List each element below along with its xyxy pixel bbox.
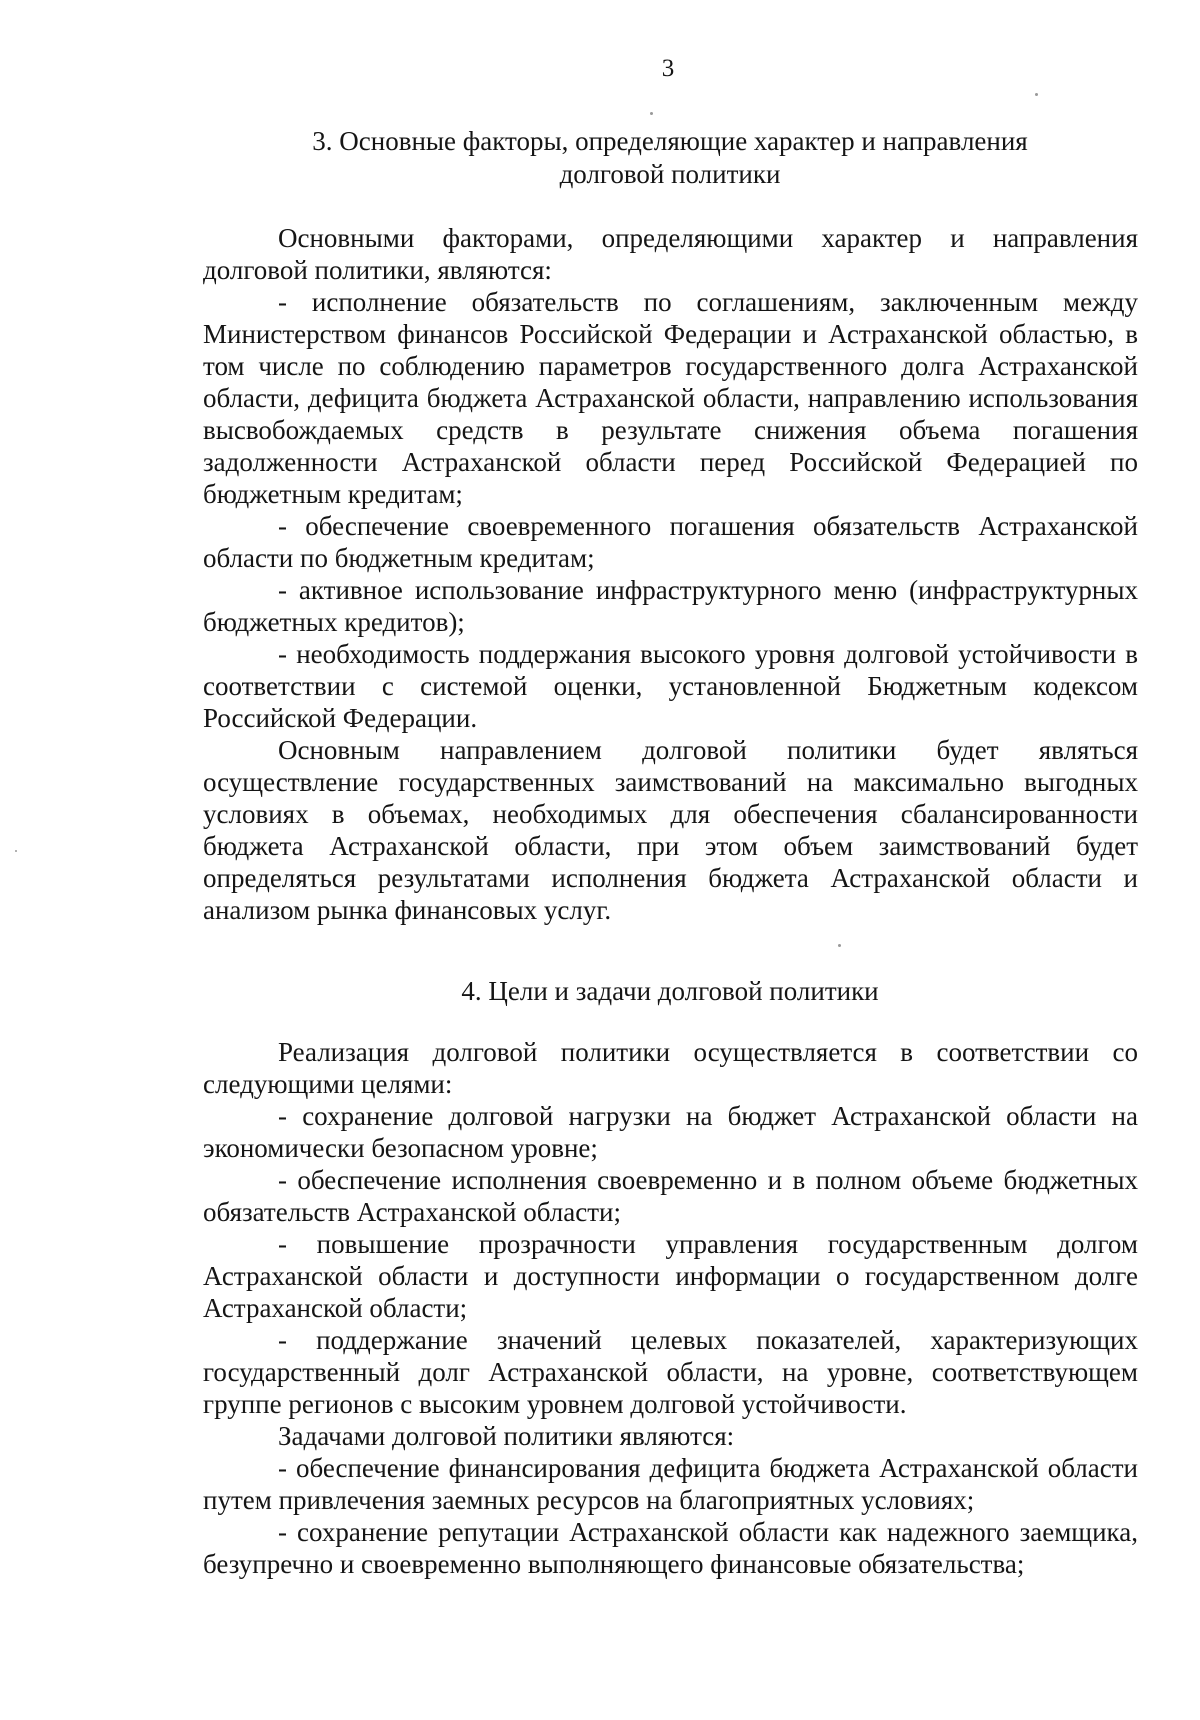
scan-speck xyxy=(15,850,17,852)
section-3-heading xyxy=(200,125,1140,191)
section-4-heading: 4. Цели и задачи долговой политики xyxy=(461,976,879,1006)
scan-speck xyxy=(838,944,841,947)
paragraph: Реализация долговой политики осуществляется в соответствии со следующими целями: xyxy=(203,1037,1138,1099)
list-item: - сохранение долговой нагрузки на бюджет Астраханской области на экономически безопасном уровне; xyxy=(203,1101,1138,1163)
paragraph: Основными факторами, определяющими характер и направления долговой политики, являются: xyxy=(203,223,1138,285)
list-item: - исполнение обязательств по соглашениям, заключенным между Министерством финансов Российской Федерации и Астраханской областью, в том числе по соблюдению параметров государственного долга Астраханской области, дефицита бюджета Астраханской области, направлению использования высвобождаемых средств в результате снижения объема погашения задолженности Астраханской области перед Российской Федерацией по бюджетным кредитам; xyxy=(203,287,1138,509)
scan-speck xyxy=(650,112,653,115)
list-item: - необходимость поддержания высокого уровня долговой устойчивости в соответствии с системой оценки, установленной Бюджетным кодексом Российской Федерации. xyxy=(203,639,1138,733)
list-item: - обеспечение своевременного погашения обязательств Астраханской области по бюджетным кредитам; xyxy=(203,511,1138,573)
list-item: - активное использование инфраструктурного меню (инфраструктурных бюджетных кредитов); xyxy=(203,575,1138,637)
section-4-body xyxy=(203,1036,1138,1580)
paragraph: Основным направлением долговой политики будет являться осуществление государственных заимствований на максимально выгодных условиях в объемах, необходимых для обеспечения сбалансированности бюджета Астраханской области, при этом объем заимствований будет определяться результатами исполнения бюджета Астраханской области и анализом рынка финансовых услуг. xyxy=(203,735,1138,925)
list-item: - обеспечение исполнения своевременно и в полном объеме бюджетных обязательств Астраханской области; xyxy=(203,1165,1138,1227)
list-item: - сохранение репутации Астраханской области как надежного заемщика, безупречно и своевременно выполняющего финансовые обязательства; xyxy=(203,1517,1138,1579)
section-3-body xyxy=(203,222,1138,926)
page-number: 3 xyxy=(661,55,675,82)
scan-speck xyxy=(1035,93,1038,96)
list-item: - поддержание значений целевых показателей, характеризующих государственный долг Астраханской области, на уровне, соответствующем группе регионов с высоким уровнем долговой устойчивости. xyxy=(203,1325,1138,1419)
list-item: - повышение прозрачности управления государственным долгом Астраханской области и доступности информации о государственном долге Астраханской области; xyxy=(203,1229,1138,1323)
paragraph: Задачами долговой политики являются: xyxy=(278,1421,735,1451)
section-3-heading-line-1: 3. Основные факторы, определяющие характер и направления xyxy=(312,126,1028,156)
list-item: - обеспечение финансирования дефицита бюджета Астраханской области путем привлечения заемных ресурсов на благоприятных условиях; xyxy=(203,1453,1138,1515)
section-3-heading-line-2: долговой политики xyxy=(559,159,781,189)
